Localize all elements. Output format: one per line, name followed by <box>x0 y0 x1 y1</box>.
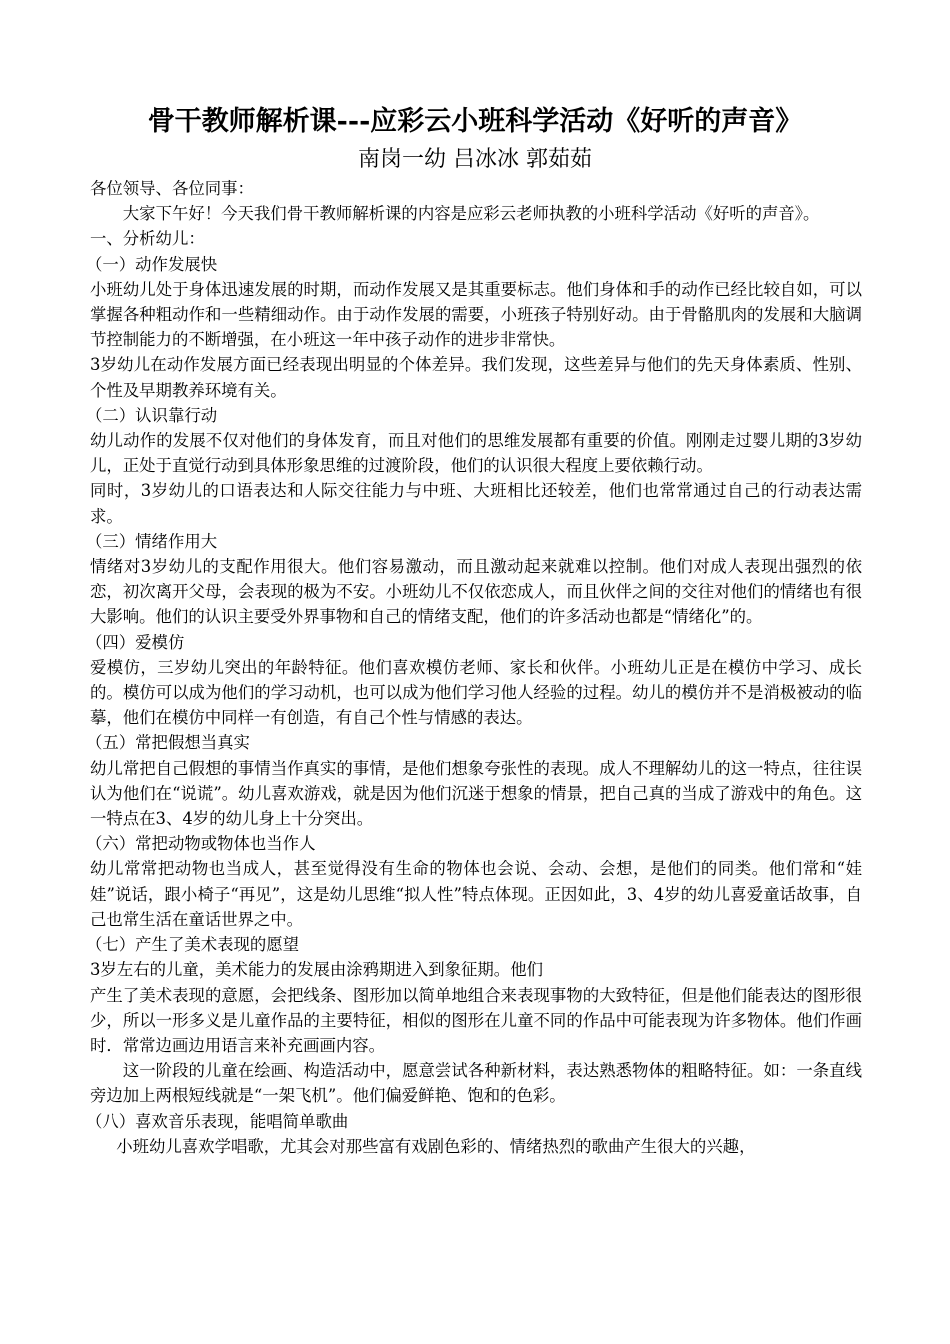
paragraph: 小班幼儿处于身体迅速发展的时期，而动作发展又是其重要标志。他们身体和手的动作已经比较自如，可以掌握各种粗动作和一些精细动作。由于动作发展的需要，小班孩子特别好动。由于骨骼肌肉的发展和大脑调节控制能力的不断增强，在小班这一年中孩子动作的进步非常快。 <box>90 279 862 350</box>
paragraph: 3岁左右的儿童，美术能力的发展由涂鸦期进入到象征期。他们 <box>90 960 543 980</box>
paragraph: 同时，3岁幼儿的口语表达和人际交往能力与中班、大班相比还较差，他们也常常通过自己的行动表达需求。 <box>90 481 862 526</box>
document-title: 骨干教师解析课---应彩云小班科学活动《好听的声音》 <box>147 106 803 137</box>
paragraph: 这一阶段的儿童在绘画、构造活动中，愿意尝试各种新材料，表达熟悉物体的粗略特征。如：一条直线旁边加上两根短线就是“一架飞机”。他们偏爱鲜艳、饱和的色彩。 <box>90 1061 862 1106</box>
subheading: （二）认识靠行动 <box>86 405 218 425</box>
subheading: （八）喜欢音乐表现，能唱简单歌曲 <box>86 1111 349 1131</box>
salutation: 各位领导、各位同事： <box>90 179 254 198</box>
paragraph: 小班幼儿喜欢学唱歌，尤其会对那些富有戏剧色彩的、情绪热烈的歌曲产生很大的兴趣， <box>116 1136 756 1156</box>
paragraph: 幼儿常把自己假想的事情当作真实的事情，是他们想象夸张性的表现。成人不理解幼儿的这一特点，往往误认为他们在“说谎”。幼儿喜欢游戏，就是因为他们沉迷于想象的情景，把自己真的当成了游戏中的角色。这一特点在3、4岁的幼儿身上十分突出。 <box>90 758 862 829</box>
subheading: （一）动作发展快 <box>86 254 218 274</box>
document-body <box>86 176 862 1159</box>
subheading: （五）常把假想当真实 <box>86 733 250 753</box>
paragraph: 3岁幼儿在动作发展方面已经表现出明显的个体差异。我们发现，这些差异与他们的先天身体素质、性别、个性及早期教养环境有关。 <box>90 355 862 400</box>
document-authors: 南岗一幼 吕冰冰 郭茹茹 <box>358 147 592 172</box>
section-heading: 一、分析幼儿： <box>90 229 205 249</box>
paragraph: 情绪对3岁幼儿的支配作用很大。他们容易激动，而且激动起来就难以控制。他们对成人表现出强烈的依恋，初次离开父母，会表现的极为不安。小班幼儿不仅依恋成人，而且伙伴之间的交往对他们的情绪也有很大影响。他们的认识主要受外界事物和自己的情绪支配，他们的许多活动也都是“情绪化”的。 <box>90 557 862 627</box>
subheading: （三）情绪作用大 <box>86 531 218 551</box>
paragraph: 产生了美术表现的意愿，会把线条、图形加以简单地组合来表现事物的大致特征，但是他们能表达的图形很少，所以一形多义是儿童作品的主要特征，相似的图形在儿童不同的作品中可能表现为许多物体。他们作画时．常常边画边用语言来补充画画内容。 <box>90 985 862 1055</box>
paragraph: 幼儿动作的发展不仅对他们的身体发育，而且对他们的思维发展都有重要的价值。刚刚走过婴儿期的3岁幼儿，正处于直觉行动到具体形象思维的过渡阶段，他们的认识很大程度上要依赖行动。 <box>90 431 862 476</box>
paragraph: 幼儿常常把动物也当成人，甚至觉得没有生命的物体也会说、会动、会想，是他们的同类。他们常和“娃娃”说话，跟小椅子“再见”，这是幼儿思维“拟人性”特点体现。正因如此，3、4岁的幼儿喜爱童话故事，自己也常生活在童话世界之中。 <box>90 859 862 929</box>
intro-paragraph: 大家下午好！今天我们骨干教师解析课的内容是应彩云老师执教的小班科学活动《好听的声音》。 <box>122 204 820 224</box>
paragraph: 爱模仿，三岁幼儿突出的年龄特征。他们喜欢模仿老师、家长和伙伴。小班幼儿正是在模仿中学习、成长的。模仿可以成为他们的学习动机，也可以成为他们学习他人经验的过程。幼儿的模仿并不是消极被动的临摹，他们在模仿中同样一有创造，有自己个性与情感的表达。 <box>90 657 862 728</box>
subheading: （七）产生了美术表现的愿望 <box>86 935 300 955</box>
subheading: （六）常把动物或物体也当作人 <box>86 834 316 854</box>
subheading: （四）爱模仿 <box>86 632 185 652</box>
